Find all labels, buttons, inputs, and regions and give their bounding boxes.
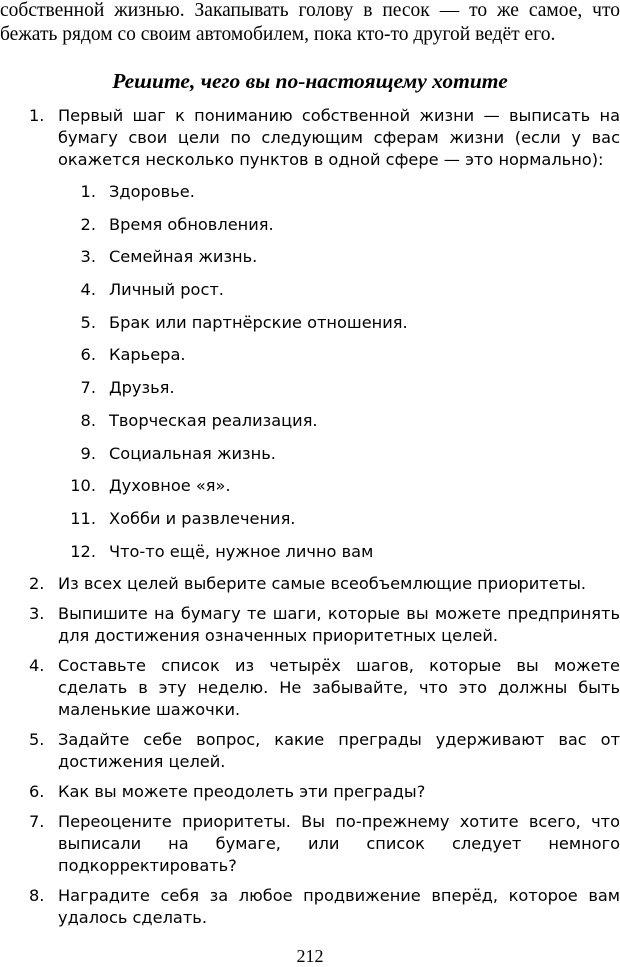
sublist-item-text: Творческая реализация.: [109, 410, 318, 430]
sublist-item: [0, 475, 620, 497]
sublist-item: [0, 246, 620, 268]
list-item: [0, 105, 620, 171]
sublist-item-number: 10.: [70, 476, 96, 496]
list-item-number: 5.: [29, 730, 45, 750]
sublist-item: [0, 344, 620, 366]
list-item-number: 6.: [29, 782, 45, 802]
list-item: [0, 811, 620, 877]
sublist-item-text: Духовное «я».: [109, 476, 231, 496]
sublist-item-number: 6.: [80, 345, 96, 365]
sublist-item-number: 9.: [80, 443, 96, 463]
list-item: [0, 655, 620, 721]
sublist-item: [0, 279, 620, 301]
sublist-item-text: Социальная жизнь.: [109, 443, 276, 463]
list-item: [0, 781, 620, 803]
sublist-item-number: 3.: [80, 247, 96, 267]
sublist-item: [0, 181, 620, 203]
list-item-text: Как вы можете преодолеть эти преграды?: [58, 782, 426, 802]
sublist-item-number: 12.: [70, 541, 96, 561]
sublist-item-text: Хобби и развлечения.: [109, 508, 296, 528]
sublist-item-number: 1.: [80, 182, 96, 201]
sublist-item: [0, 312, 620, 334]
sublist-item-text: Друзья.: [109, 378, 175, 398]
list-item-number: 2.: [29, 574, 45, 594]
list-item-text: Из всех целей выберите самые всеобъемлющие приоритеты.: [58, 574, 587, 594]
sublist-item-number: 8.: [80, 410, 96, 430]
list-item: [0, 603, 620, 647]
sublist-item: [0, 410, 620, 432]
steps-list: [0, 105, 620, 937]
sublist-item-number: 5.: [80, 312, 96, 332]
list-item: [0, 729, 620, 773]
section-heading: Решите, чего вы по-настоящему хотите: [112, 69, 508, 93]
sublist-item: [0, 541, 620, 563]
list-item-text: Наградите себя за любое продвижение вперёд, которое вам удалось сделать.: [58, 886, 620, 928]
sublist-item: [0, 508, 620, 530]
list-item-number: 7.: [29, 812, 45, 832]
sublist-item-text: Здоровье.: [109, 182, 195, 201]
list-item-text: Выпишите на бумагу те шаги, которые вы можете предпринять для достижения означенных приоритетных целей.: [58, 604, 620, 646]
sublist-item-number: 11.: [70, 508, 96, 528]
intro-paragraph: собственной жизнью. Закапывать голову в песок — то же самое, что бежать рядом со своим автомобилем, пока кто-то другой ведёт его.: [0, 0, 620, 45]
list-item: [0, 573, 620, 595]
list-item-text: Переоцените приоритеты. Вы по-прежнему хотите всего, что выписали на бумаге, или список следует немного подкорректировать?: [58, 812, 620, 876]
sublist-item-text: Карьера.: [109, 345, 186, 365]
sublist-item: [0, 377, 620, 399]
life-areas-sublist: [0, 181, 620, 563]
list-item-number: 4.: [29, 656, 45, 676]
sublist-item-number: 2.: [80, 214, 96, 234]
list-item-number: 1.: [29, 106, 45, 125]
list-item-text: Задайте себе вопрос, какие преграды удерживают вас от достижения целей.: [58, 730, 620, 772]
sublist-item-text: Личный рост.: [109, 280, 224, 300]
list-item-text: Первый шаг к пониманию собственной жизни — выписать на бумагу свои цели по следующим сферам жизни (если у вас окажется несколько пунктов в одной сфере — это нормально):: [58, 106, 620, 169]
page-number: 212: [296, 946, 324, 966]
sublist-item-text: Семейная жизнь.: [109, 247, 258, 267]
sublist-item-number: 7.: [80, 378, 96, 398]
sublist-item: [0, 214, 620, 236]
sublist-item-text: Время обновления.: [109, 214, 274, 234]
sublist-item-number: 4.: [80, 280, 96, 300]
sublist-item-text: Брак или партнёрские отношения.: [109, 312, 408, 332]
list-item-text: Составьте список из четырёх шагов, которые вы можете сделать в эту неделю. Не забывайте, что это должны быть маленькие шажочки.: [58, 656, 620, 720]
list-item: [0, 885, 620, 929]
sublist-item: [0, 443, 620, 465]
list-item-number: 8.: [29, 886, 45, 906]
sublist-item-text: Что-то ещё, нужное лично вам: [109, 541, 374, 561]
list-item-number: 3.: [29, 604, 45, 624]
